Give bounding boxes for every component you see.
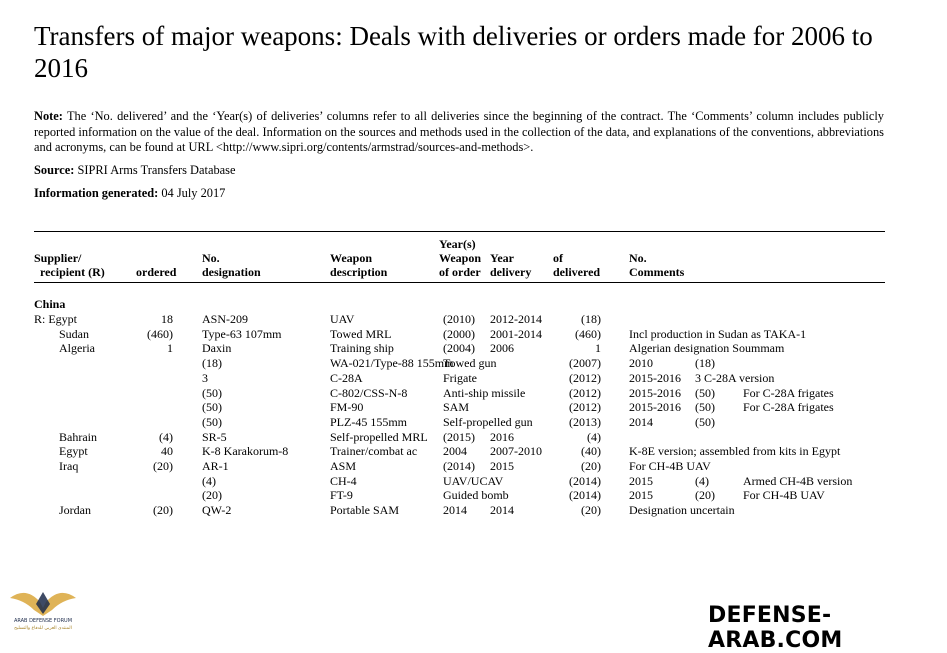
table-cell: (4)	[587, 429, 601, 444]
table-cell: Towed MRL	[330, 326, 392, 341]
table-cell: (2004)	[443, 341, 475, 356]
header-year: Year	[490, 251, 514, 265]
table-cell: (40)	[581, 444, 601, 459]
table-cell: 40	[161, 444, 173, 459]
table-cell: UAV/UCAV	[443, 473, 504, 488]
table-cell: Bahrain	[59, 429, 97, 444]
table-cell: 2012-2014	[490, 312, 542, 326]
table-cell: (2015)	[443, 429, 475, 444]
header-delivered: delivered	[553, 265, 601, 279]
table-cell: 18	[161, 312, 173, 326]
table-cell: 2014	[490, 503, 514, 518]
table-cell: 2015	[629, 488, 653, 503]
table-cell: CH-4	[330, 473, 357, 488]
table-cell: R: Egypt	[34, 312, 78, 326]
table-cell: C-802/CSS-N-8	[330, 385, 408, 400]
table-cell: 2015-2016	[629, 400, 681, 415]
table-cell: Self-propelled MRL	[330, 429, 428, 444]
table-cell: (2014)	[569, 488, 601, 503]
generated-value: 04 July 2017	[158, 186, 226, 200]
logo-text-en: ARAB DEFENSE FORUM	[13, 618, 73, 624]
table-cell: (2007)	[569, 356, 601, 371]
header-weapon2: Weapon	[439, 251, 482, 265]
table-cell: Daxin	[202, 341, 232, 356]
table-cell: Training ship	[330, 341, 394, 356]
table-cell: (4)	[202, 473, 216, 488]
table-cell: 2016	[490, 429, 514, 444]
source-label: Source:	[34, 163, 75, 177]
table-cell: For C-28A frigates	[743, 385, 834, 400]
table-cell: Self-propelled gun	[443, 414, 533, 429]
table-cell: SR-5	[202, 429, 227, 444]
table-cell: 2015-2016	[629, 385, 681, 400]
table-cell: FM-90	[330, 400, 364, 415]
table-cell: For CH-4B UAV	[629, 459, 711, 473]
section-supplier-china: China	[34, 297, 66, 311]
table-cell: 2015-2016	[629, 370, 681, 385]
table-cell: ASM	[330, 459, 357, 473]
table-cell: (2012)	[569, 385, 601, 400]
table-cell: (20)	[153, 459, 173, 473]
table-cell: (50)	[695, 400, 715, 415]
table-cell: (4)	[159, 429, 173, 444]
header-no2: No.	[629, 251, 647, 265]
table-cell: 2015	[490, 459, 514, 473]
table-cell: 2014	[443, 503, 467, 518]
table-cell: K-8E version; assembled from kits in Egypt	[629, 444, 841, 459]
table-cell: Designation uncertain	[629, 503, 735, 518]
table-cell: 1	[167, 341, 173, 356]
table-cell: For CH-4B UAV	[743, 488, 825, 503]
table-cell: Portable SAM	[330, 503, 399, 518]
table-cell: (20)	[581, 459, 601, 473]
table-cell: (50)	[695, 385, 715, 400]
table-cell: Iraq	[59, 459, 79, 473]
table-cell: (18)	[202, 356, 222, 371]
table-cell: (50)	[202, 385, 222, 400]
table-cell: ASN-209	[202, 312, 249, 326]
note-label: Note:	[34, 109, 63, 123]
table-cell: (18)	[695, 356, 715, 371]
generated-line	[34, 186, 225, 201]
table-cell: (2014)	[569, 473, 601, 488]
generated-label: Information generated:	[34, 186, 159, 200]
table-cell: UAV	[330, 312, 355, 326]
table-cell: (20)	[581, 503, 601, 518]
table-cell: 2007-2010	[490, 444, 542, 459]
table-top-rule	[34, 231, 885, 232]
table-cell: 2006	[490, 341, 514, 356]
source-value: SIPRI Arms Transfers Database	[74, 163, 236, 177]
table-header-rule	[34, 282, 885, 283]
table-cell: (20)	[153, 503, 173, 518]
table-cell: Type-63 107mm	[202, 326, 282, 341]
table-cell: Towed gun	[443, 356, 497, 371]
table-cell: (2013)	[569, 414, 601, 429]
header-years: Year(s)	[439, 237, 476, 251]
table-cell: 1	[595, 341, 601, 356]
table-cell: For C-28A frigates	[743, 400, 834, 415]
table-cell: (50)	[202, 414, 222, 429]
table-cell: Incl production in Sudan as TAKA-1	[629, 326, 807, 341]
table-cell: (20)	[202, 488, 222, 503]
table-cell: C-28A	[330, 370, 363, 385]
table-cell: (50)	[202, 400, 222, 415]
table-cell: 2001-2014	[490, 326, 542, 341]
logo-text-ar: المنتدى العربي للدفاع والتسليح	[14, 626, 72, 631]
table-cell: WA-021/Type-88 155mm	[330, 356, 454, 371]
table-cell: SAM	[443, 400, 470, 415]
header-weapon: Weapon	[330, 251, 373, 265]
table-cell: Jordan	[59, 503, 91, 518]
table-cell: Trainer/combat ac	[330, 444, 418, 459]
table-cell: Frigate	[443, 370, 477, 385]
table-cell: (460)	[147, 326, 173, 341]
note-text: The ‘No. delivered’ and the ‘Year(s) of deliveries’ columns refer to all deliveries since the beginning of the contract. The ‘Comments’ column includes publicly reported information on the value of the deal. Information on the sources and methods used in the collection of the data, and explanations of the conventions, abbreviations and acronyms, can be found at URL <http://www.sipri.org/contents/armstrad/sources-and-methods>.	[34, 109, 884, 154]
header-delivery: delivery	[490, 265, 532, 279]
table-cell: 2004	[443, 444, 467, 459]
table-cell: Anti-ship missile	[443, 385, 526, 400]
table-cell: Sudan	[59, 326, 89, 341]
table-cell: 3	[202, 370, 208, 385]
arab-defense-forum-logo	[6, 578, 80, 634]
table-cell: 2014	[629, 414, 653, 429]
header-designation: designation	[202, 265, 261, 279]
table-cell: QW-2	[202, 503, 232, 518]
header-of: of	[553, 251, 563, 265]
header-recipient: recipient (R)	[40, 265, 105, 279]
note-paragraph	[34, 109, 884, 156]
header-of-order: of order	[439, 265, 481, 279]
header-no: No.	[202, 251, 220, 265]
table-cell: AR-1	[202, 459, 229, 473]
table-cell: Egypt	[59, 444, 88, 459]
header-comments: Comments	[629, 265, 685, 279]
header-ordered: ordered	[136, 265, 177, 279]
header-supplier: Supplier/	[34, 251, 82, 265]
table-cell: Algeria	[59, 341, 95, 356]
table-cell: Guided bomb	[443, 488, 509, 503]
table-cell: (20)	[695, 488, 715, 503]
table-cell: (4)	[695, 473, 709, 488]
source-line	[34, 163, 235, 178]
header-description: description	[330, 265, 388, 279]
table-cell: (2014)	[443, 459, 475, 473]
table-cell: 2015	[629, 473, 653, 488]
table-cell: (2000)	[443, 326, 475, 341]
table-cell: (2012)	[569, 370, 601, 385]
table-cell: K-8 Karakorum-8	[202, 444, 289, 459]
table-cell: Algerian designation Soummam	[629, 341, 785, 356]
page-title: Transfers of major weapons: Deals with deliveries or orders made for 2006 to 2016	[34, 21, 873, 83]
table-cell: (460)	[575, 326, 601, 341]
table-cell: 3 C-28A version	[695, 370, 775, 385]
table-cell: (2012)	[569, 400, 601, 415]
table-cell: PLZ-45 155mm	[330, 414, 407, 429]
watermark-text: DEFENSE-ARAB.COM	[708, 603, 843, 653]
table-cell: (18)	[581, 312, 601, 326]
table-cell: (50)	[695, 414, 715, 429]
table-cell: 2010	[629, 356, 653, 371]
table-cell: FT-9	[330, 488, 353, 503]
table-cell: (2010)	[443, 312, 475, 326]
table-cell: Armed CH-4B version	[743, 473, 853, 488]
